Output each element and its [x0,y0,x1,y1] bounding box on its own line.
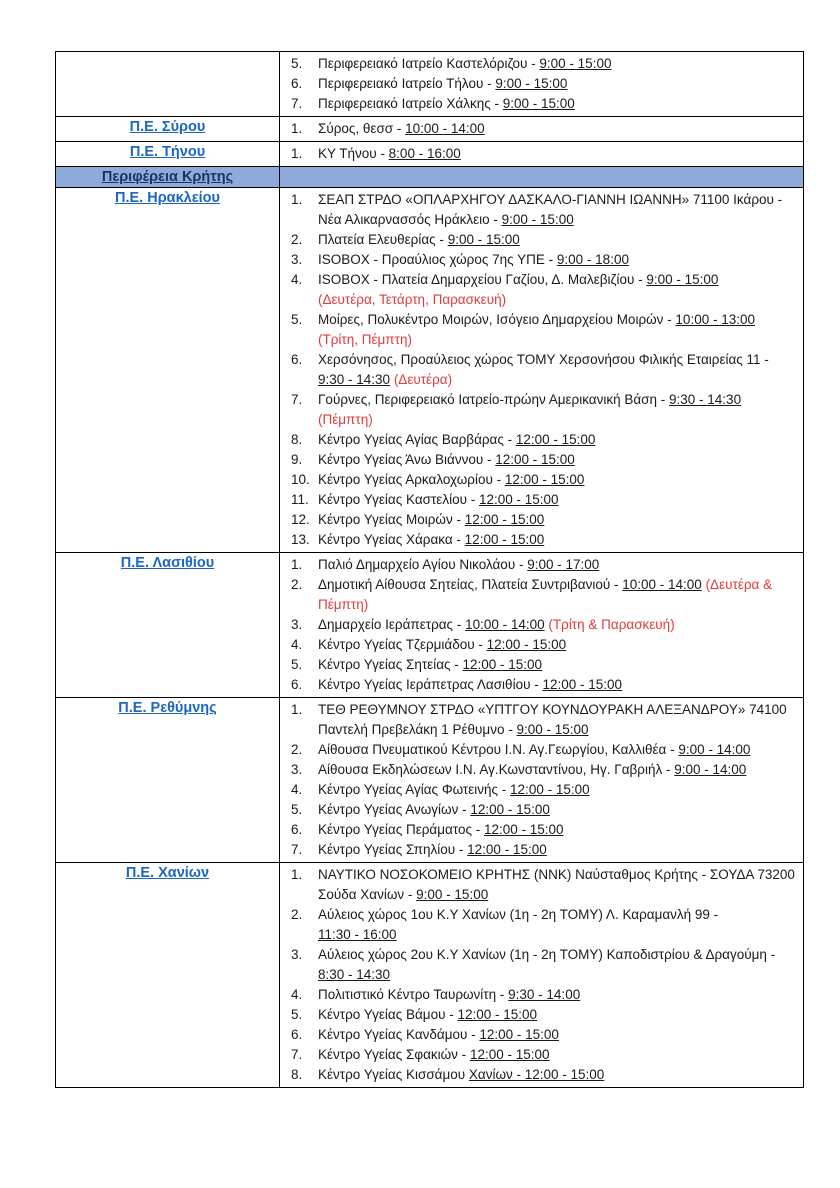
region-row [56,52,804,117]
location-text: Δημαρχείο Ιεράπετρας - [318,617,466,632]
locations-cell [280,863,804,1088]
opening-hours: 12:00 - 15:00 [495,452,575,467]
region-name-cell [56,863,280,1088]
location-item [284,530,797,550]
days-note: (Δευτέρα, Τετάρτη, Παρασκευή) [318,292,507,307]
opening-hours: 12:00 - 15:00 [515,432,596,447]
location-text: ISOBOX - Πλατεία Δημαρχείου Γαζίου, Δ. Μαλεβιζίου - [318,272,647,287]
region-row [56,698,804,863]
locations-cell [280,698,804,863]
location-text: Χερσόνησος, Προαύλειος χώρος ΤΟΜΥ Χερσονήσου Φιλικής Εταιρείας 11 - [318,352,769,367]
days-note: (Δευτέρα & Πέμπτη) [318,577,773,612]
location-text: Μοίρες, Πολυκέντρο Μοιρών, Ισόγειο Δημαρχείου Μοιρών - [318,312,676,327]
opening-hours: 9:30 - 14:30 [669,392,742,407]
location-text: ΝΑΥΤΙΚΟ ΝΟΣΟΚΟΜΕΙΟ ΚΡΗΤΗΣ (ΝΝΚ) Ναύσταθμος Κρήτης - ΣΟΥΔΑ 73200 Σούδα Χανίων - [318,867,795,902]
region-name-cell [56,698,280,863]
opening-hours: 9:00 - 15:00 [539,56,612,71]
location-item [284,190,797,230]
location-item [284,144,797,164]
opening-hours: 9:00 - 15:00 [416,887,489,902]
location-item [284,390,797,430]
location-text: Κέντρο Υγείας Άνω Βιάννου - [318,452,496,467]
opening-hours: 12:00 - 15:00 [479,1027,559,1042]
location-item [284,985,797,1005]
location-item [284,1045,797,1065]
opening-hours: 9:30 - 14:00 [508,987,581,1002]
location-item [284,655,797,675]
location-item [284,490,797,510]
opening-hours: 12:00 - 15:00 [464,532,545,547]
location-item [284,905,797,945]
location-text: ISOBOX - Προαύλιος χώρος 7ης ΥΠΕ - [318,252,557,267]
location-text: Κέντρο Υγείας Περάματος - [318,822,484,837]
location-item [284,1005,797,1025]
opening-hours: 10:00 - 14:00 [405,121,485,136]
location-text: Κέντρο Υγείας Κισσάμου [318,1067,469,1082]
location-item [284,760,797,780]
opening-hours: 9:00 - 14:00 [678,742,751,757]
group-header-label: Περιφέρεια Κρήτης [101,169,234,185]
location-item [284,675,797,695]
location-text: ΤΕΘ ΡΕΘΥΜΝΟΥ ΣΤΡΔΟ «ΥΠΤΓΟΥ ΚΟΥΝΔΟΥΡΑΚΗ ΑΛΕΞΑΝΔΡΟΥ» 74100 Παντελή Πρεβελάκη 1 Ρέθυμνο - [318,702,787,737]
opening-hours: 9:00 - 18:00 [556,252,629,267]
locations-cell [280,188,804,553]
location-item [284,700,797,740]
location-text: Κέντρο Υγείας Σπηλίου - [318,842,468,857]
location-item [284,310,797,350]
location-text: Πλατεία Ελευθερίας - [318,232,448,247]
region-link[interactable]: Π.Ε. Λασιθίου [120,555,215,571]
location-item [284,350,797,390]
location-text: Κέντρο Υγείας Τζερμιάδου - [318,637,487,652]
table-body [56,52,804,1088]
location-text: Δημοτική Αίθουσα Σητείας, Πλατεία Συντριβανιού - [318,577,623,592]
location-list [284,699,799,861]
location-item [284,510,797,530]
location-text: Αύλειος χώρος 1ου Κ.Υ Χανίων (1η - 2η ΤΟΜΥ) Λ. Καραμανλή 99 - [318,907,719,922]
opening-hours: Χανίων - 12:00 - 15:00 [468,1067,605,1082]
opening-hours: 12:00 - 15:00 [457,1007,538,1022]
location-item [284,430,797,450]
location-text: Κέντρο Υγείας Κανδάμου - [318,1027,480,1042]
location-item [284,119,797,139]
opening-hours: 12:00 - 15:00 [483,822,564,837]
location-item [284,840,797,860]
location-list [284,189,799,551]
location-text: Κέντρο Υγείας Αρκαλοχωρίου - [318,472,505,487]
opening-hours: 9:00 - 17:00 [527,557,600,572]
region-row [56,553,804,698]
location-item [284,270,797,310]
region-link[interactable]: Π.Ε. Ρεθύμνης [118,700,217,716]
location-text: Κέντρο Υγείας Βάμου - [318,1007,458,1022]
location-item [284,740,797,760]
days-note: (Δευτέρα) [390,372,453,387]
location-item [284,635,797,655]
opening-hours: 12:00 - 15:00 [542,677,623,692]
opening-hours: 11:30 - 16:00 [318,927,397,942]
location-text: Κέντρο Υγείας Σητείας - [318,657,463,672]
group-header-empty-cell [280,167,804,188]
location-text: Κέντρο Υγείας Σφακιών - [318,1047,470,1062]
location-item [284,94,797,114]
opening-hours: 9:00 - 15:00 [495,76,568,91]
vaccination-sites-table [55,51,804,1088]
locations-cell [280,553,804,698]
location-item [284,575,797,615]
opening-hours: 12:00 - 15:00 [462,657,543,672]
opening-hours: 12:00 - 15:00 [486,637,567,652]
location-item [284,865,797,905]
location-item [284,230,797,250]
location-item [284,470,797,490]
location-text: Αίθουσα Εκδηλώσεων Ι.Ν. Αγ.Κωνσταντίνου, Ηγ. Γαβριήλ - [318,762,675,777]
opening-hours: 12:00 - 15:00 [467,842,547,857]
region-row [56,142,804,167]
location-text: Σύρος, θεσσ - [318,121,406,136]
days-note: (Τρίτη & Παρασκευή) [544,617,675,632]
region-row [56,863,804,1088]
location-item [284,945,797,985]
opening-hours: 9:00 - 15:00 [447,232,520,247]
opening-hours: 9:00 - 15:00 [516,722,589,737]
region-link[interactable]: Π.Ε. Σύρου [129,119,206,135]
opening-hours: 10:00 - 14:00 [622,577,702,592]
group-header-row [56,167,804,188]
opening-hours: 12:00 - 15:00 [469,1047,550,1062]
location-text: Κέντρο Υγείας Ανωγίων - [318,802,471,817]
location-text: Πολιτιστικό Κέντρο Ταυρωνίτη - [318,987,509,1002]
location-text: Κέντρο Υγείας Καστελίου - [318,492,479,507]
location-text: Γούρνες, Περιφερειακό Ιατρείο-πρώην Αμερικανική Βάση - [318,392,670,407]
location-text: ΚΥ Τήνου - [318,146,389,161]
location-list [284,118,799,140]
opening-hours: 9:00 - 15:00 [646,272,719,287]
region-link[interactable]: Π.Ε. Χανίων [125,865,210,881]
location-item [284,74,797,94]
region-name-cell [56,142,280,167]
opening-hours: 8:00 - 16:00 [388,146,461,161]
location-list [284,554,799,696]
location-item [284,54,797,74]
location-item [284,555,797,575]
location-list [284,143,799,165]
location-item [284,450,797,470]
location-item [284,1065,797,1085]
opening-hours: 12:00 - 15:00 [470,802,550,817]
region-name-cell [56,553,280,698]
region-name-cell [56,117,280,142]
opening-hours: 9:00 - 15:00 [502,96,575,111]
locations-cell [280,52,804,117]
opening-hours: 12:00 - 15:00 [464,512,545,527]
group-header-cell [56,167,280,188]
opening-hours: 8:30 - 14:30 [318,967,391,982]
opening-hours: 9:30 - 14:30 [318,372,391,387]
opening-hours: 10:00 - 14:00 [465,617,545,632]
location-item [284,1025,797,1045]
region-name-cell [56,188,280,553]
location-text: Κέντρο Υγείας Ιεράπετρας Λασιθίου - [318,677,543,692]
region-row [56,188,804,553]
location-item [284,800,797,820]
location-item [284,615,797,635]
opening-hours: 12:00 - 15:00 [504,472,585,487]
location-item [284,780,797,800]
region-link[interactable]: Π.Ε. Τήνου [129,144,206,160]
location-text: Περιφερειακό Ιατρείο Τήλου - [318,76,496,91]
region-link[interactable]: Π.Ε. Ηρακλείου [115,190,220,206]
location-text: Περιφερειακό Ιατρείο Χάλκης - [318,96,503,111]
opening-hours: 12:00 - 15:00 [510,782,590,797]
location-item [284,250,797,270]
location-item [284,820,797,840]
region-row [56,117,804,142]
location-list [284,864,799,1086]
days-note: (Τρίτη, Πέμπτη) [318,332,412,347]
opening-hours: 9:00 - 15:00 [501,212,574,227]
location-text: Περιφερειακό Ιατρείο Καστελόριζου - [318,56,540,71]
location-text: Παλιό Δημαρχείο Αγίου Νικολάου - [318,557,528,572]
location-text: Κέντρο Υγείας Χάρακα - [318,532,465,547]
location-text: Κέντρο Υγείας Αγίας Βαρβάρας - [318,432,516,447]
locations-cell [280,142,804,167]
location-list [284,53,799,115]
days-note: (Πέμπτη) [318,412,373,427]
opening-hours: 9:00 - 14:00 [674,762,747,777]
opening-hours: 10:00 - 13:00 [675,312,755,327]
locations-cell [280,117,804,142]
location-text: ΣΕΑΠ ΣΤΡΔΟ «ΟΠΛΑΡΧΗΓΟΥ ΔΑΣΚΑΛΟ-ΓΙΑΝΝΗ ΙΩΑΝΝΗ» 71100 Ικάρου - Νέα Αλικαρνασσός Ηράκλειο - [318,192,783,227]
location-text: Κέντρο Υγείας Μοιρών - [318,512,465,527]
location-text: Κέντρο Υγείας Αγίας Φωτεινής - [318,782,511,797]
location-text: Αύλειος χώρος 2ου Κ.Υ Χανίων (1η - 2η ΤΟΜΥ) Καποδιστρίου & Δραγούμη - [318,947,776,962]
location-text: Αίθουσα Πνευματικού Κέντρου Ι.Ν. Αγ.Γεωργίου, Καλλιθέα - [318,742,679,757]
region-name-cell [56,52,280,117]
opening-hours: 12:00 - 15:00 [478,492,559,507]
